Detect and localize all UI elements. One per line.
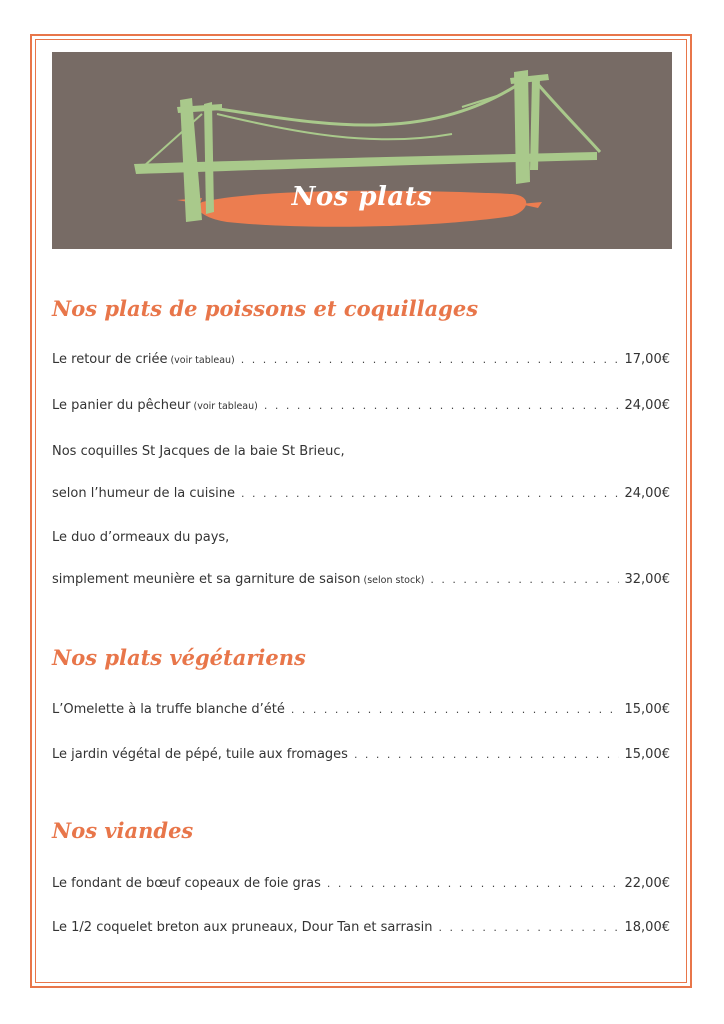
item-name: Le jardin végétal de pépé, tuile aux fromages bbox=[52, 747, 348, 762]
dot-leader bbox=[354, 748, 619, 761]
item-name: simplement meunière et sa garniture de saison bbox=[52, 572, 361, 587]
item-price: 15,00€ bbox=[624, 747, 670, 762]
menu-item bbox=[52, 702, 670, 717]
menu-item-line1 bbox=[52, 444, 670, 459]
dot-leader bbox=[264, 399, 619, 412]
item-name: Le panier du pêcheur bbox=[52, 398, 191, 413]
item-name: L’Omelette à la truffe blanche d’été bbox=[52, 702, 285, 717]
item-name-line1: Le duo d’ormeaux du pays, bbox=[52, 530, 230, 545]
item-note: (voir tableau) bbox=[193, 401, 258, 412]
menu-item-line1 bbox=[52, 530, 670, 545]
item-price: 22,00€ bbox=[624, 876, 670, 891]
dot-leader bbox=[241, 353, 619, 366]
item-price: 24,00€ bbox=[624, 398, 670, 413]
page-title: Nos plats bbox=[291, 182, 433, 212]
header-banner bbox=[52, 52, 672, 249]
section-title-viandes: Nos viandes bbox=[52, 818, 194, 843]
item-name: selon l’humeur de la cuisine bbox=[52, 486, 236, 501]
dot-leader bbox=[327, 877, 619, 890]
menu-item bbox=[52, 352, 670, 367]
menu-item bbox=[52, 876, 670, 891]
bridge-illustration-icon bbox=[52, 52, 672, 249]
dot-leader bbox=[430, 573, 618, 586]
menu-item bbox=[52, 747, 670, 762]
item-price: 18,00€ bbox=[624, 920, 670, 935]
section-title-vegetariens: Nos plats végétariens bbox=[52, 645, 306, 670]
dot-leader bbox=[438, 921, 618, 934]
item-name: Le retour de criée bbox=[52, 352, 168, 367]
item-name: Le 1/2 coquelet breton aux pruneaux, Dour Tan et sarrasin bbox=[52, 920, 433, 935]
item-note: (selon stock) bbox=[363, 575, 425, 586]
item-price: 32,00€ bbox=[624, 572, 670, 587]
menu-item bbox=[52, 572, 670, 587]
dot-leader bbox=[291, 703, 619, 716]
menu-item bbox=[52, 486, 670, 501]
item-note: (voir tableau) bbox=[170, 355, 235, 366]
menu-item bbox=[52, 398, 670, 413]
item-name: Le fondant de bœuf copeaux de foie gras bbox=[52, 876, 321, 891]
section-title-poissons: Nos plats de poissons et coquillages bbox=[52, 296, 479, 321]
item-price: 15,00€ bbox=[624, 702, 670, 717]
item-price: 24,00€ bbox=[624, 486, 670, 501]
item-price: 17,00€ bbox=[624, 352, 670, 367]
menu-item bbox=[52, 920, 670, 935]
item-name-line1: Nos coquilles St Jacques de la baie St Brieuc, bbox=[52, 444, 345, 459]
dot-leader bbox=[241, 487, 618, 500]
